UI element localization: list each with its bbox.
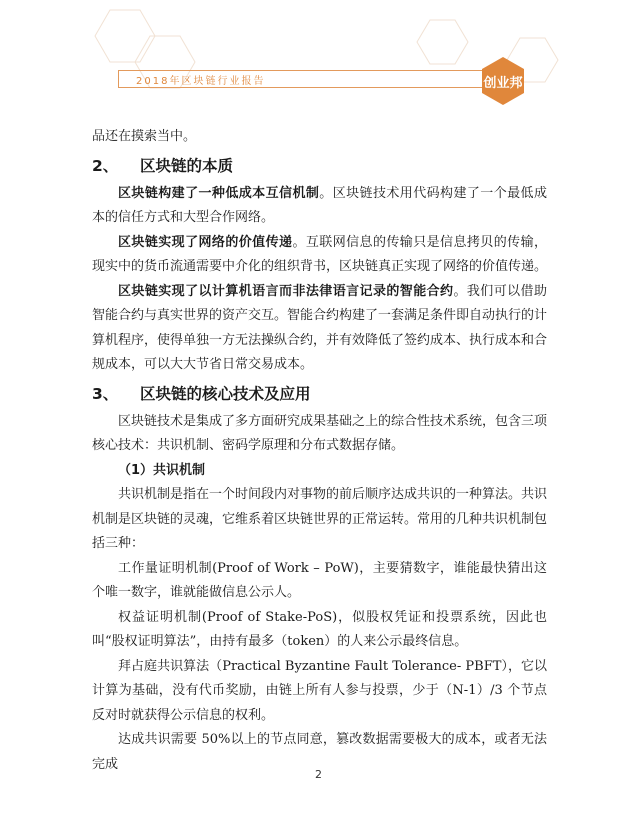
header-decoration (0, 0, 637, 125)
logo-text: 创业邦 (483, 76, 523, 91)
paragraph: 权益证明机制(Proof of Stake-PoS)，似股权凭证和投票系统，因此也叫“股权证明算法”，由持有最多（token）的人来公示最终信息。 (92, 609, 547, 649)
paragraph: 共识机制是指在一个时间段内对事物的前后顺序达成共识的一种算法。共识机制是区块链的灵魂，它维系着区块链世界的正常运转。常用的几种共识机制包括三种： (92, 487, 548, 551)
paragraph (92, 182, 547, 231)
section-title: 区块链的本质 (140, 156, 234, 175)
section-title: 区块链的核心技术及应用 (140, 384, 311, 403)
text-line: 品还在摸索当中。 (92, 129, 197, 144)
bold-lead: 区块链实现了网络的价值传递 (118, 234, 293, 250)
document-body (92, 125, 547, 777)
section-heading (92, 154, 547, 179)
subsection-heading: （1）共识机制 (118, 462, 206, 478)
report-title: 2018年区块链行业报告 (136, 76, 266, 87)
paragraph: 拜占庭共识算法（Practical Byzantine Fault Tolerance- PBFT），它以计算为基础，没有代币奖励，由链上所有人参与投票，少于（N-1）/3 个节点反对时就获得公示信息的权利。 (92, 658, 547, 723)
paragraph: 区块链技术是集成了多方面研究成果基础之上的综合性技术系统，包含三项核心技术：共识机制、密码学原理和分布式数据存储。 (92, 413, 548, 453)
paragraph: 达成共识需要 50%以上的节点同意，篡改数据需要极大的成本，或者无法完成 (92, 732, 547, 772)
section-heading (92, 382, 547, 407)
page-number: 2 (315, 768, 322, 781)
paragraph: 工作量证明机制(Proof of Work – PoW)，主要猜数字，谁能最快猜出这个唯一数字，谁就能做信息公示人。 (92, 560, 547, 600)
bold-lead: 区块链构建了一种低成本互信机制 (118, 185, 320, 201)
paragraph (92, 231, 547, 280)
section-number: 3、 (92, 384, 119, 403)
paragraph-text: 。互联网信息的传输只是信息拷贝的传输，现实中的货币流通需要中介化的组织背书，区块链真正实现了网络的价值传递。 (92, 234, 548, 274)
paragraph (92, 280, 547, 378)
section-number: 2、 (92, 156, 119, 175)
paragraph-text: 。区块链技术用代码构建了一个最低成本的信任方式和大型合作网络。 (92, 185, 547, 225)
paragraph-text: 。我们可以借助智能合约与真实世界的资产交互。智能合约构建了一套满足条件即自动执行的计算机程序，使得单独一方无法操纵合约，并有效降低了签约成本、执行成本和合规成本，可以大大节省日常交易成本。 (92, 283, 548, 372)
bold-lead: 区块链实现了以计算机语言而非法律语言记录的智能合约 (118, 283, 454, 299)
